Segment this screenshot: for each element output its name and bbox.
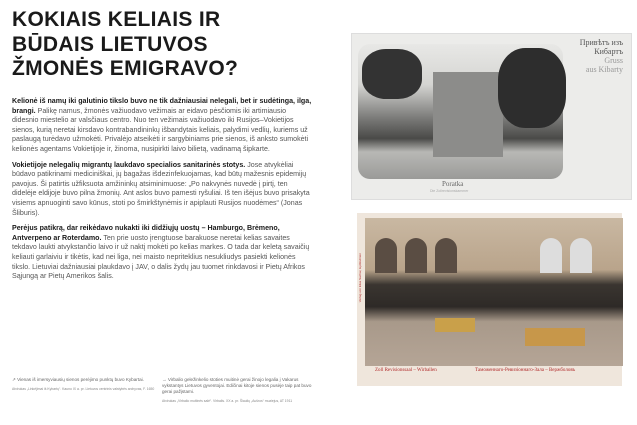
window (540, 238, 562, 273)
paragraph-lead: Kelionė iš namų iki galutinio tikslo buvo ne tik dažniausiai nelegali, bet ir sudėtinga, ilga, brangi. (12, 97, 312, 115)
paragraph (12, 97, 312, 155)
postcard-label-right: Таможеннаго-Ревизіоннаго-Зала – Вержболовъ (475, 368, 576, 373)
paragraph-lead: Perėjus patikrą, dar reikėdavo nukakti iki didžiųjų uostų – Hamburgo, Brėmeno, Antverpeno ar Roterdamo. (12, 224, 280, 242)
window (570, 238, 592, 273)
paragraph-text: Palikę namus, žmonės važiuodavo vežimais ar eidavo pėsčiomis iki artimiausio didesnio miestelio ar valsčiaus centro. Nuo ten vežimais važiuodavo iki Rusijos–Vokietijos sienos, kurią neretai kirsdavo kontrabandininkų išbandytais keliais, palydimi vedlių, kuriems už paslaugą turėdavo užmokėti. Privalėjo atseikėti ir sargybiniams prie sienos, iš anksto sumokėti kelionės agentams Vokietijoje ir, žinoma, nusipirkti laivo bilietą, vadinamą šipkarte. (12, 106, 309, 153)
paragraph-text: Jose atvykėliai būdavo patikrinami mediciniškai, jų bagažas išdezinfekuojamas, kad būtų mažesnis epidemijų pavojus. Ši patirtis užfiksuota amžininkų atsiminimuose: „Po nakvynės nuvedė į pirtį, ten didelėje eldijoje buvo pilna žmonių. Ant aslos buvo pamesti ryšuliai. Iš ten išėjus buvo prisakyta visiems apnuoginti savo kūnus, stoti po šmirkštynėmis ir apiplauti Rusijos nuodėmes“ (Jonas Šliburis). (12, 160, 310, 217)
page-title (12, 8, 332, 82)
title-line: KOKIAIS KELIAIS IR (12, 8, 221, 31)
luggage (435, 318, 475, 332)
caption-source: Atvirukas „Virbalio muitinės salė“. Virbalis. XX a. pr. Šiaulių „Aušros“ muziejus, AT 1911 (162, 399, 293, 403)
caption-virbalis (162, 377, 312, 403)
postcard-sublabel: Die Zollrevisionskammer (430, 189, 469, 193)
postcard-label: Poratka (442, 180, 464, 188)
paragraph-lead: Vokietijoje nelegalių migrantų laukdavo specialios sanitarinės stotys. (12, 160, 246, 169)
arch (375, 238, 397, 273)
luggage (525, 328, 585, 346)
arch (405, 238, 427, 273)
paragraph (12, 161, 312, 219)
photo-scene (358, 44, 563, 179)
postcard-title-line: Привѣтъ изъ (579, 38, 623, 47)
caption-kybartai (12, 377, 162, 391)
postcard-subtitle: aus Kibarty (585, 65, 623, 74)
caption-text: ↗ Vienas iš imersyviausių sienos perėjimo punktų buvo Kybartai. (12, 377, 144, 382)
customs-house (433, 72, 503, 157)
caption-source: Atvirukas „Linkėjimai iš Kybartų“. Kauno IX a. pr. Lietuvos centrinis valstybės archyvas, F. 1650 (12, 387, 155, 391)
title-line: BŪDAIS LIETUVOS (12, 32, 208, 56)
postcard-kybartai (351, 33, 632, 200)
title-line: ŽMONĖS EMIGRAVO? (12, 57, 239, 80)
postcard-subtitle: Gruss (604, 56, 623, 65)
photo-scene (365, 218, 623, 366)
paragraph (12, 224, 312, 282)
tree (498, 48, 566, 128)
caption-text: → Virbalio geležinkelio stoties muitinė gerai žinojo legalia į Vakarus vykstantys Lietuvos gyventojai. Edičinai kitoje sienos pusėje taip pat buvo gerai pažįstami. (162, 377, 312, 394)
postcard-title (580, 38, 623, 74)
article-body (12, 97, 312, 288)
arch (435, 238, 457, 273)
postcard-publisher: Verlag von Elias Sachar, Eydtkuhnen (358, 253, 362, 303)
postcard-title-line: Кибартъ (594, 47, 623, 56)
tree (362, 49, 422, 99)
postcard-label-left: Zoll Revisionssaal – Wirballen (375, 368, 437, 373)
paragraph-text: Ten prie uosto įrengtuose barakuose neretai kelias savaites tekdavo laukti atvykstančio laivo ir už naktį mokėti po kelias markes. O tada dar keletą savaičių keliauti garlaiviu ir tikėtis, kad nei liga, nei maisto nepriteklius nesukliudys pasiekti kelionės tikslo. Lietuviai dažniausiai plaukdavo į JAV, o dalis žydų jau tuomet rinkdavosi ir Pietų Afrikos Sąjungą ar Pietų Amerikos šalis. (12, 233, 310, 281)
postcard-virbalis (357, 213, 622, 386)
